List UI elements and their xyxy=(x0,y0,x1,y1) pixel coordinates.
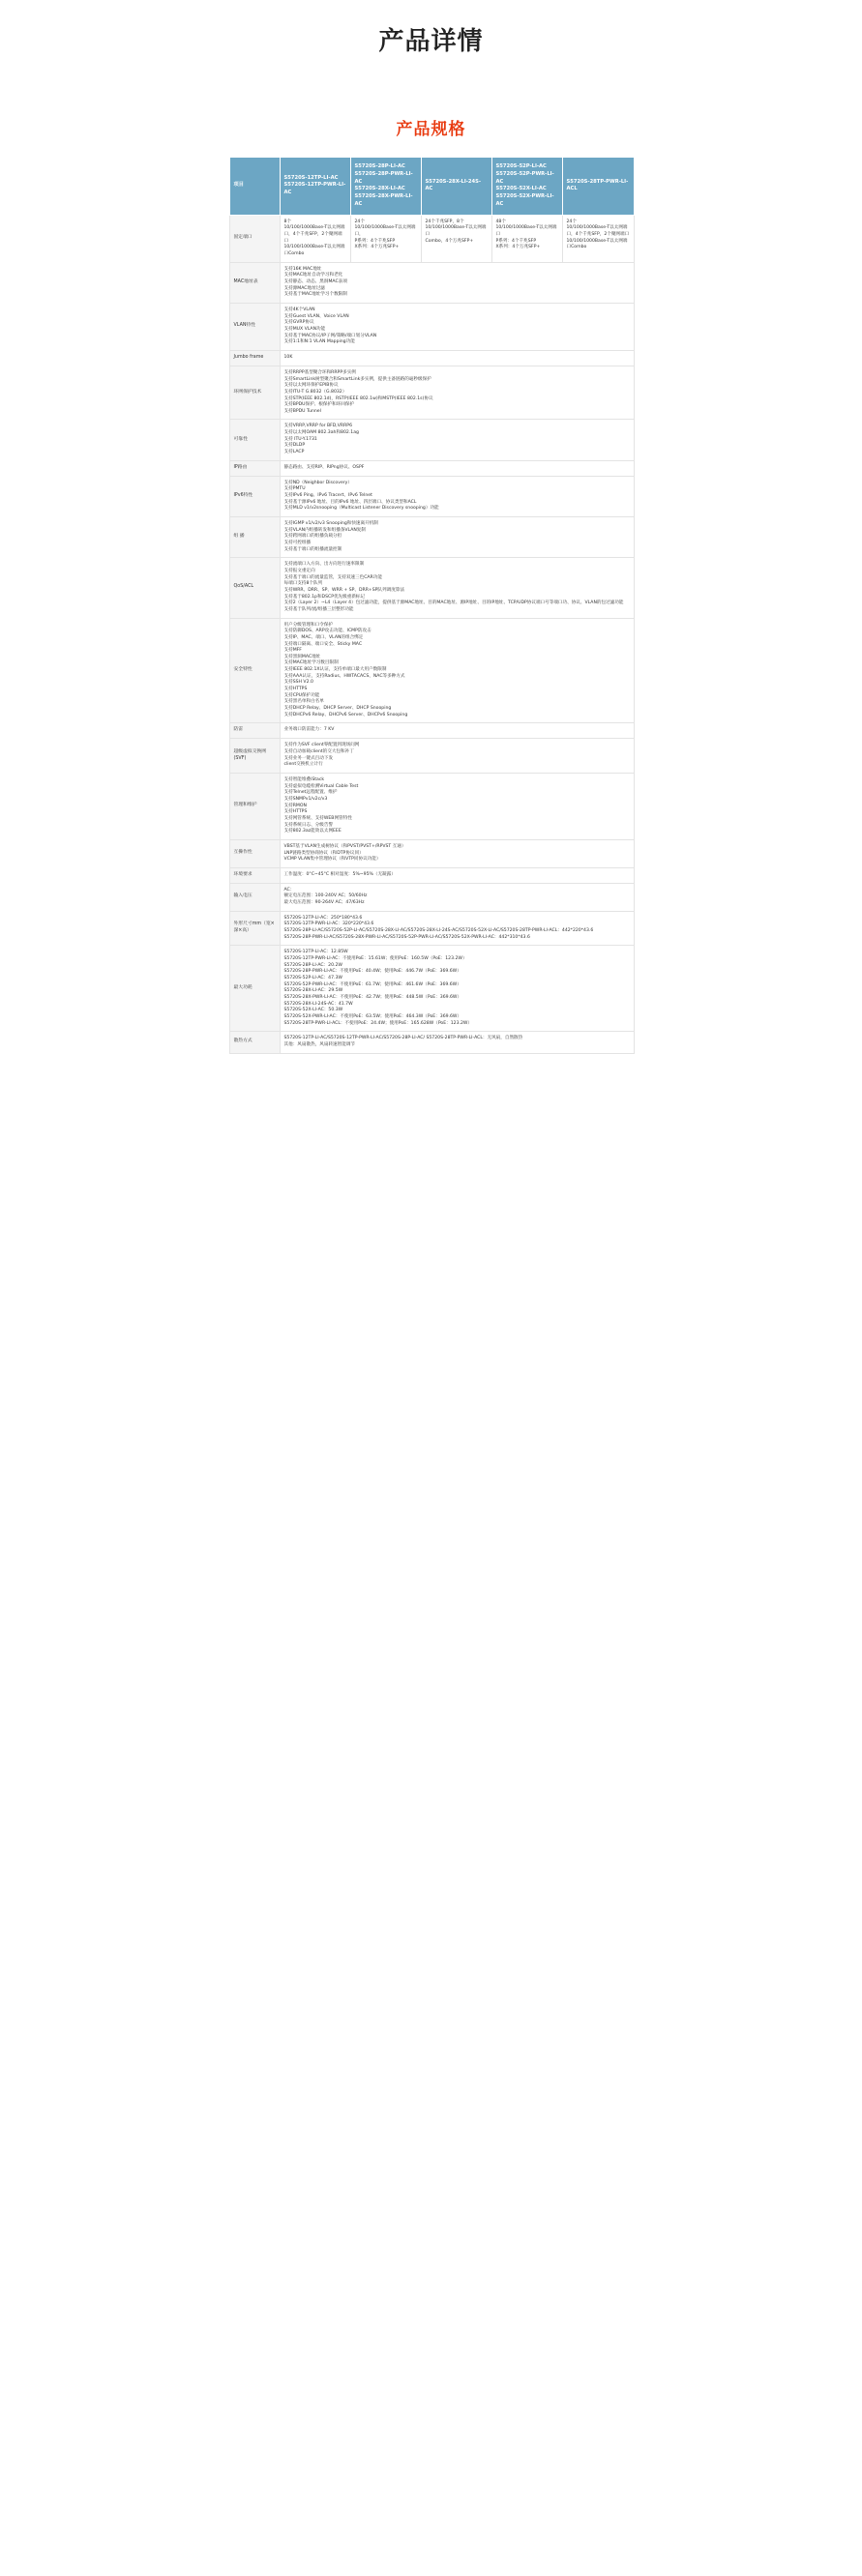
row-label: Jumbo frame xyxy=(229,350,280,366)
table-row xyxy=(229,867,634,883)
row-label: 防雷 xyxy=(229,723,280,739)
table-header-cell-3: S5720S-28X-LI-24S-AC xyxy=(421,158,491,216)
table-cell: 8个 10/100/1000Base-T以太网端口，4个千兆SFP，2个聚网端口 10/100/1000Base-T以太网端口Combo xyxy=(280,215,350,262)
spec-table-head xyxy=(229,158,634,216)
table-row xyxy=(229,304,634,351)
row-label: QoS/ACL xyxy=(229,558,280,618)
row-label: 可靠性 xyxy=(229,420,280,460)
spec-table-body xyxy=(229,215,634,1053)
table-cell-merged: S5720S-12TP-LI-AC/S5720S-12TP-PWR-LI-AC/S5720S-28P-LI-AC/ S5720S-28TP-PWR-LI-ACL：无风扇，自然散热 其他：风扇散热，风扇转速智能调节 xyxy=(280,1032,634,1053)
table-cell-merged: 支持IGMP v1/v2/v3 Snooping和快速离开机制 支持VLAN内组播转发和组播条VLAN复制 支持跨网端口的组播负载分担 支持可控组播 支持基于端口的组播流量控制 xyxy=(280,517,634,558)
table-cell-merged: 业务端口防雷能力：7 KV xyxy=(280,723,634,739)
table-cell-merged: 用户分级管理和口令保护 支持防御DOS、ARP攻击功能、ICMP防攻击 支持IP、MAC、端口、VLAN的组合绑定 支持端口隔离、端口安全、Sticky MAC 支持MFF 支持黑洞MAC地址 支持MAC地址学习数目限制 支持IEEE 802.1X认证，支持单端口最大用户数限制 支持AAA认证，支持Radius、HWTACACS、NAC等多种方式 支持SSH V2.0 支持HTTPS 支持CPU保护功能 支持黑名单和白名单 支持DHCP Relay、DHCP Server、DHCP Snooping 支持DHCPv6 Relay、DHCPv6 Server、DHCPv6 Snooping xyxy=(280,618,634,723)
spec-table xyxy=(229,157,635,1054)
row-label: 固定端口 xyxy=(229,215,280,262)
table-cell-merged: S5720S-12TP-LI-AC：12.85W S5720S-12TP-PWR-LI-AC：不使用PoE：15.61W；使用PoE：160.5W（PoE：123.2W） S5720S-28P-LI-AC：20.2W S5720S-28P-PWR-LI-AC：不使用PoE：40.4W；使用PoE：446.7W（PoE：369.6W） S5720S-52P-LI-AC：47.3W S5720S-52P-PWR-LI-AC：不使用PoE：61.7W；使用PoE：461.6W（PoE：369.6W） S5720S-28X-LI-AC：29.5W S5720S-28X-PWR-LI-AC：不使用PoE：42.7W；使用PoE：448.5W（PoE：369.6W） S5720S-28X-LI-24S-AC：41.7W S5720S-52X-LI-AC：50.3W S5720S-52X-PWR-LI-AC：不使用PoE：63.5W；使用PoE：464.3W（PoE：369.6W） S5720S-28TP-PWR-LI-ACL：不使用PoE：24.4W；使用PoE：165.628W（PoE：123.2W） xyxy=(280,946,634,1032)
table-row xyxy=(229,1032,634,1053)
table-cell: 24个 10/100/1000Base-T以太网端口，4个千兆SFP，2个聚网端口 10/100/1000Base-T以太网端口Combo xyxy=(562,215,634,262)
row-label: 散热方式 xyxy=(229,1032,280,1053)
table-row xyxy=(229,366,634,420)
row-label: VLAN特性 xyxy=(229,304,280,351)
table-row xyxy=(229,618,634,723)
row-label: 外形尺寸mm（宽×深×高） xyxy=(229,911,280,946)
table-row xyxy=(229,215,634,262)
row-label: 安全特性 xyxy=(229,618,280,723)
row-label: 互操作性 xyxy=(229,839,280,867)
spec-table-wrapper xyxy=(229,157,634,1054)
page-title: 产品详情 xyxy=(378,27,484,56)
row-label: 输入电压 xyxy=(229,883,280,911)
table-cell: 24个 10/100/1000Base-T以太网端口， P系列：4个千兆SFP X系列：4个万兆SFP+ xyxy=(350,215,421,262)
table-cell: 48个 10/100/1000Base-T以太网端口 P系列：4个千兆SFP X系列：4个万兆SFP+ xyxy=(491,215,562,262)
table-header-cell-1: S5720S-12TP-LI-AC S5720S-12TP-PWR-LI-AC xyxy=(280,158,350,216)
table-cell-merged: 10K xyxy=(280,350,634,366)
row-label: 环境要求 xyxy=(229,867,280,883)
table-cell-merged: AC： 额定电压范围：100-240V AC；50/60Hz 最大电压范围：90-264V AC；47/63Hz xyxy=(280,883,634,911)
table-cell-merged: S5720S-12TP-LI-AC：250*180*43.6 S5720S-12TP-PWR-LI-AC：320*220*43.6 S5720S-28P-LI-AC/S5720S-52P-LI-AC/S5720S-28X-LI-AC/S5720S-28X-LI-24S-AC/S5720S-52X-LI-AC/S5720S-28TP-PWR-LI-ACL：442*220*43.6 S5720S-28P-PWR-LI-AC/S5720S-28X-PWR-LI-AC/S5720S-52P-PWR-LI-AC/S5720S-52X-PWR-LI-AC：442*310*43.6 xyxy=(280,911,634,946)
table-header-cell-4: S5720S-52P-LI-AC S5720S-52P-PWR-LI-AC S5720S-52X-LI-AC S5720S-52X-PWR-LI-AC xyxy=(491,158,562,216)
table-row xyxy=(229,739,634,774)
table-cell-merged: 支持RRPP基型聚合环和RRPP多实例 支持SmartLink树型聚合和SmartLink多实例，提供主备链路的毫秒级保护 支持以太网环保护EPIB协议 支持ITU-T G.8032（G.8032） 支持STP(IEEE 802.1d)，RSTP(IEEE 802.1w)和MSTP(IEEE 802.1s)协议 支持BPDU保护、根保护和环回保护 支持BPDU Tunnel xyxy=(280,366,634,420)
row-label: 环网保护技术 xyxy=(229,366,280,420)
table-row xyxy=(229,773,634,839)
table-row xyxy=(229,476,634,516)
row-label: 最大功耗 xyxy=(229,946,280,1032)
table-header-cell-2: S5720S-28P-LI-AC S5720S-28P-PWR-LI-AC S5720S-28X-LI-AC S5720S-28X-PWR-LI-AC xyxy=(350,158,421,216)
row-label: IPv6特性 xyxy=(229,476,280,516)
table-row xyxy=(229,723,634,739)
table-row xyxy=(229,420,634,460)
section-title: 产品规格 xyxy=(396,120,466,139)
row-label: IP路由 xyxy=(229,460,280,476)
table-cell-merged: 支持作为SVF client零配置到现场问网 支持自动加载client的交大包和补丁 支持业务一键式百动下发 client交换机立计行 xyxy=(280,739,634,774)
table-row xyxy=(229,517,634,558)
row-label: 管理和维护 xyxy=(229,773,280,839)
table-row xyxy=(229,883,634,911)
table-row xyxy=(229,558,634,618)
table-row xyxy=(229,350,634,366)
table-cell-merged: 静态路由、支持RIP、RIPng协议、OSPF xyxy=(280,460,634,476)
table-cell-merged: 支持ND（Neighbor Discovery） 支持PMTU 支持IPv6 Ping、IPv6 Tracert、IPv6 Telnet 支持基于源IPv6 地址、目的IPv6 地址、四层端口、协议类型和ACL 支持MLD v1/v2snooping（Multicast Listener Discovery snooping）功能 xyxy=(280,476,634,516)
table-header-row xyxy=(229,158,634,216)
row-label: 超级虚拟交换网(SVF) xyxy=(229,739,280,774)
table-cell-merged: 支持智能堆叠iStack 支持虚拟电缆检测Virtual Cable Test 支持Telnet远程配置、维护 支持SNMPv1/v2c/v3 支持RMON 支持HTTPS 支持网管系统、支持WEB网管特性 支持系统日志、分级告警 支持802.3az能效以太网EEE xyxy=(280,773,634,839)
table-header-cell-0: 项目 xyxy=(229,158,280,216)
table-row xyxy=(229,839,634,867)
table-cell: 24个千兆SFP，8个 10/100/1000Base-T以太网端口 Combo，4个万兆SFP+ xyxy=(421,215,491,262)
table-row xyxy=(229,262,634,303)
table-header-cell-5: S5720S-28TP-PWR-LI-ACL xyxy=(562,158,634,216)
table-cell-merged: 工作温度：0°C~45°C 相对湿度：5%~95%（无凝露） xyxy=(280,867,634,883)
table-row xyxy=(229,911,634,946)
row-label: MAC地址表 xyxy=(229,262,280,303)
row-label: 组 播 xyxy=(229,517,280,558)
table-cell-merged: 支持4K个VLAN 支持Guest VLAN、Voice VLAN 支持GVRP协议 支持MUX VLAN功能 支持基于MAC协议/IP子网/策略/端口划分VLAN 支持1:1和N:1 VLAN Mapping功能 xyxy=(280,304,634,351)
table-row xyxy=(229,460,634,476)
table-cell-merged: 支持流端口入方向、出方向进行速率限制 支持报文重定向 支持基于端口的流量监管，支持双速三色CAR功能 每端口支持8个队列 支持WRR、DRR、SP、WRR + SP、DRR+SP队列调度算法 支持基于802.1p和DSCP优先级重新标记 支持2（Layer 2）~L4（Layer 4）包过滤功能，提供基于源MAC地址、目的MAC地址、源IP地址、目的IP地址、TCP/UDP协议端口号等端口功、协议、VLAN的包过滤功能 支持基于队列/流/组播三层整形功能 xyxy=(280,558,634,618)
table-row xyxy=(229,946,634,1032)
table-cell-merged: 支持VRRP,VRRP for BFD,VRRP6 支持以太网OAM 802.3ah和802.1ag 支持 ITU-Y.1731 支持DLDP 支持LACP xyxy=(280,420,634,460)
table-cell-merged: 支持16K MAC地址 支持MAC地址自动学习和老化 支持静态、动态、黑洞MAC表项 支持源MAC地址过滤 支持基于MAC地址学习个数限制 xyxy=(280,262,634,303)
table-cell-merged: VBST基于VLAN生成树协议（和PVST/PVST+/RPVST 互通） LNP链路类型协商协议（和DTP协议同） VCMP VLAN集中管理协议（和VTP同协议功能） xyxy=(280,839,634,867)
